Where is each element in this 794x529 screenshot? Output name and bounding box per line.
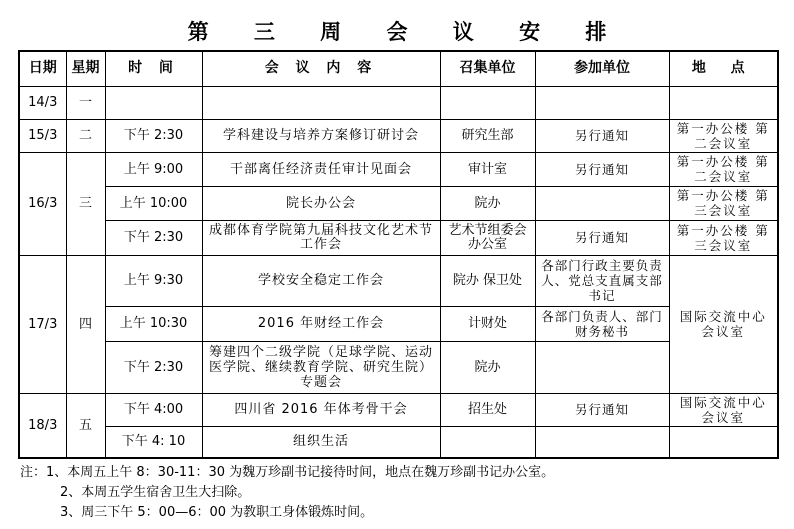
convener-cell: 审计室 xyxy=(440,152,535,186)
time-cell: 下午 2:30 xyxy=(105,119,202,152)
weekday-cell: 五 xyxy=(66,393,105,458)
date-cell: 18/3 xyxy=(19,393,66,458)
table-row xyxy=(19,119,778,152)
weekday-cell: 一 xyxy=(66,86,105,119)
weekday-cell: 四 xyxy=(66,255,105,393)
time-cell: 下午 2:30 xyxy=(105,341,202,393)
header-convener: 召集单位 xyxy=(440,51,535,86)
header-weekday: 星期 xyxy=(66,51,105,86)
table-row xyxy=(19,86,778,119)
participants-cell: 各部门负责人、部门财务秘书 xyxy=(535,306,669,341)
note-line: 2、本周五学生宿舍卫生大扫除。 xyxy=(60,485,251,500)
participants-cell xyxy=(535,426,669,458)
content-cell: 院长办公会 xyxy=(202,186,440,220)
time-cell: 上午 9:00 xyxy=(105,152,202,186)
participants-cell: 各部门行政主要负责人、党总支直属支部书记 xyxy=(535,255,669,306)
note-line: 3、周三下午 5：00—6：00 为教职工身体锻炼时间。 xyxy=(60,505,374,520)
content-cell: 成都体育学院第九届科技文化艺术节工作会 xyxy=(202,220,440,255)
content-cell: 干部离任经济责任审计见面会 xyxy=(202,152,440,186)
content-cell: 四川省 2016 年体考骨干会 xyxy=(202,393,440,426)
place-cell: 第一办公楼 第二会议室 xyxy=(669,119,778,152)
table-row xyxy=(19,341,778,393)
time-cell: 上午 10:00 xyxy=(105,186,202,220)
note-line: 注：1、本周五上午 8：30-11：30 为魏万珍副书记接待时间，地点在魏万珍副书记办公室。 xyxy=(20,465,555,480)
convener-cell: 艺术节组委会办公室 xyxy=(440,220,535,255)
time-cell: 下午 2:30 xyxy=(105,220,202,255)
participants-cell: 另行通知 xyxy=(535,152,669,186)
date-cell: 17/3 xyxy=(19,255,66,393)
content-cell: 学科建设与培养方案修订研讨会 xyxy=(202,119,440,152)
header-participants: 参加单位 xyxy=(535,51,669,86)
header-place: 地 点 xyxy=(669,51,778,86)
time-cell: 上午 9:30 xyxy=(105,255,202,306)
convener-cell xyxy=(440,426,535,458)
table-row xyxy=(19,255,778,306)
convener-cell: 院办 保卫处 xyxy=(440,255,535,306)
content-cell: 组织生活 xyxy=(202,426,440,458)
convener-cell: 计财处 xyxy=(440,306,535,341)
time-cell: 上午 10:30 xyxy=(105,306,202,341)
time-cell: 下午 4: 10 xyxy=(105,426,202,458)
header-date: 日期 xyxy=(19,51,66,86)
table-row xyxy=(19,306,778,341)
participants-cell: 另行通知 xyxy=(535,220,669,255)
page-title: 第 三 周 会 议 安 排 xyxy=(187,20,626,44)
participants-cell: 另行通知 xyxy=(535,119,669,152)
place-cell: 国际交流中心 会议室 xyxy=(669,393,778,426)
convener-cell: 研究生部 xyxy=(440,119,535,152)
weekday-cell: 二 xyxy=(66,119,105,152)
convener-cell xyxy=(440,86,535,119)
convener-cell: 院办 xyxy=(440,186,535,220)
date-cell: 14/3 xyxy=(19,86,66,119)
participants-cell xyxy=(535,186,669,220)
participants-cell xyxy=(535,86,669,119)
content-cell: 学校安全稳定工作会 xyxy=(202,255,440,306)
table-row xyxy=(19,186,778,220)
time-cell xyxy=(105,86,202,119)
place-cell: 第一办公楼 第三会议室 xyxy=(669,220,778,255)
participants-cell xyxy=(535,341,669,393)
date-cell: 16/3 xyxy=(19,152,66,255)
date-cell: 15/3 xyxy=(19,119,66,152)
header-time: 时 间 xyxy=(105,51,202,86)
content-cell xyxy=(202,86,440,119)
place-cell: 国际交流中心 会议室 xyxy=(669,255,778,393)
time-cell: 下午 4:00 xyxy=(105,393,202,426)
weekday-cell: 三 xyxy=(66,152,105,255)
table-row xyxy=(19,426,778,458)
content-cell: 2016 年财经工作会 xyxy=(202,306,440,341)
meeting-schedule-table xyxy=(18,50,779,459)
content-cell: 筹建四个二级学院（足球学院、运动医学院、继续教育学院、研究生院）专题会 xyxy=(202,341,440,393)
place-cell: 第一办公楼 第二会议室 xyxy=(669,152,778,186)
participants-cell: 另行通知 xyxy=(535,393,669,426)
header-content: 会 议 内 容 xyxy=(202,51,440,86)
table-row xyxy=(19,152,778,186)
table-row xyxy=(19,393,778,426)
place-cell xyxy=(669,86,778,119)
convener-cell: 招生处 xyxy=(440,393,535,426)
place-cell: 第一办公楼 第三会议室 xyxy=(669,186,778,220)
notes xyxy=(20,463,790,523)
table-row xyxy=(19,220,778,255)
convener-cell: 院办 xyxy=(440,341,535,393)
header-row xyxy=(19,51,778,86)
place-cell xyxy=(669,426,778,458)
